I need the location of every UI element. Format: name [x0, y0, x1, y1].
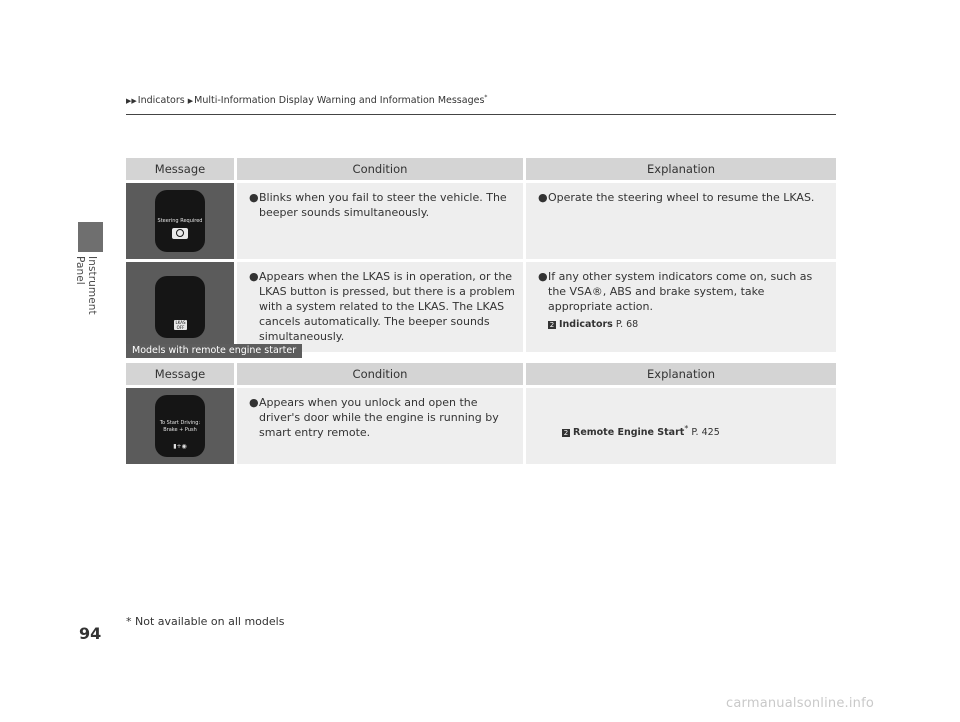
condition-text: Appears when you unlock and open the driver's door while the engine is running by smart entry remote. — [259, 396, 499, 439]
breadcrumb-arrow-icon: ▶ — [187, 97, 194, 106]
steering-wheel-icon — [172, 228, 188, 239]
header-condition: Condition — [237, 158, 523, 180]
brake-push-icon: ▮+◉ — [173, 443, 187, 450]
condition-text: Blinks when you fail to steer the vehicle. The beeper sounds simultaneously. — [259, 191, 507, 219]
explanation-text: If any other system indicators come on, such as the VSA®, ABS and brake system, take appropriate action. — [548, 270, 813, 313]
xref-arrow-icon: 2 — [549, 321, 555, 329]
xref-page: P. 425 — [691, 427, 720, 439]
footnote: * Not available on all models — [126, 615, 285, 628]
lkas-off-icon: LKAS OFF — [175, 320, 186, 330]
table-header-row — [126, 363, 836, 385]
condition-text: Appears when the LKAS is in operation, or the LKAS button is pressed, but there is a problem with a system related to the LKAS. The LKAS cancels automatically. The beeper sounds simultaneously. — [259, 270, 515, 343]
cross-reference-indicators[interactable] — [548, 317, 828, 332]
header-condition: Condition — [237, 363, 523, 385]
header-rule — [126, 114, 836, 115]
section-side-label: Instrument Panel — [74, 256, 98, 315]
not-all-models-marker: * — [684, 424, 689, 433]
breadcrumb-arrow-icon: ▶▶ — [126, 97, 137, 106]
table-row — [126, 388, 836, 464]
explanation-cell — [526, 183, 836, 259]
to-start-driving-display — [155, 395, 205, 457]
condition-cell — [237, 262, 523, 352]
breadcrumb-item-indicators[interactable]: Indicators — [137, 95, 185, 107]
bullet-icon: ● — [249, 396, 259, 409]
not-all-models-marker: * — [484, 94, 488, 101]
breadcrumb-item-messages[interactable]: Multi-Information Display Warning and Information Messages — [194, 95, 485, 107]
header-message: Message — [126, 158, 234, 180]
header-explanation: Explanation — [526, 158, 836, 180]
section-tab-marker — [78, 222, 103, 252]
display-text-line-1: To Start Driving: — [159, 420, 201, 426]
display-text-line-2: Brake + Push — [163, 427, 197, 433]
message-image-cell — [126, 388, 234, 464]
condition-cell — [237, 183, 523, 259]
message-table-1 — [123, 155, 839, 355]
bullet-icon: ● — [538, 191, 548, 204]
watermark: carmanualsonline.info — [726, 696, 875, 711]
xref-arrow-icon: 2 — [563, 429, 569, 438]
explanation-text: Operate the steering wheel to resume the LKAS. — [548, 191, 815, 204]
bullet-icon: ● — [249, 191, 259, 204]
display-text: Steering Required — [157, 218, 203, 224]
bullet-icon: ● — [538, 270, 548, 283]
xref-title[interactable]: Indicators — [559, 319, 613, 330]
breadcrumb — [126, 94, 487, 106]
condition-cell — [237, 388, 523, 464]
explanation-cell — [526, 262, 836, 352]
header-explanation: Explanation — [526, 363, 836, 385]
steering-required-display — [155, 190, 205, 252]
explanation-cell — [526, 388, 836, 464]
page-number: 94 — [79, 624, 102, 643]
message-image-cell — [126, 183, 234, 259]
bullet-icon: ● — [249, 270, 259, 283]
lkas-off-display — [155, 276, 205, 338]
table-row — [126, 262, 836, 352]
table-row — [126, 183, 836, 259]
message-table-2 — [123, 360, 839, 467]
model-applicability-label: Models with remote engine starter — [126, 344, 302, 358]
message-image-cell — [126, 262, 234, 352]
header-message: Message — [126, 363, 234, 385]
table-header-row — [126, 158, 836, 180]
xref-page: P. 68 — [615, 319, 639, 330]
xref-title[interactable]: Remote Engine Start — [573, 427, 685, 439]
cross-reference-remote-engine-start[interactable] — [562, 421, 828, 440]
